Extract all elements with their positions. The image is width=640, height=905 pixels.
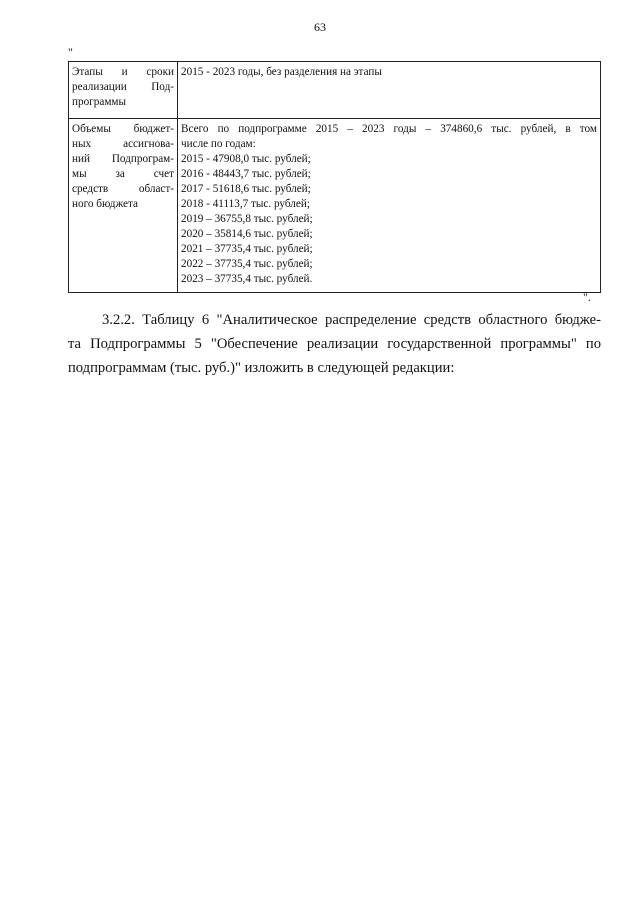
budget-total-line: числе по годам: bbox=[181, 138, 256, 150]
stages-value-cell bbox=[178, 62, 601, 119]
budget-year-line: 2020 – 35814,6 тыс. рублей; bbox=[181, 228, 313, 240]
budget-label-line: средств област- bbox=[72, 183, 174, 195]
budget-year-line: 2017 - 51618,6 тыс. рублей; bbox=[181, 183, 311, 195]
budget-label-cell bbox=[69, 119, 178, 293]
budget-value-cell bbox=[178, 119, 601, 293]
budget-label-line: ного бюджета bbox=[72, 198, 138, 210]
subprogram-passport-table bbox=[68, 61, 601, 293]
budget-label-line: Объемы бюджет- bbox=[72, 123, 174, 135]
stages-label-line: программы bbox=[72, 96, 126, 108]
budget-year-line: 2021 – 37735,4 тыс. рублей; bbox=[181, 243, 313, 255]
stages-value-text: 2015 - 2023 годы, без разделения на этапы bbox=[181, 66, 382, 78]
table-row-budget bbox=[69, 119, 601, 293]
budget-total-line: Всего по подпрограмме 2015 – 2023 годы – 374860,6 тыс. рублей, в том bbox=[181, 123, 597, 135]
closing-quote-mark: ". bbox=[583, 290, 591, 304]
stages-label-line: реализации Под- bbox=[72, 81, 174, 93]
paragraph-line: та Подпрограммы 5 "Обеспечение реализации государственной программы" по bbox=[68, 336, 601, 352]
stages-label-cell bbox=[69, 62, 178, 119]
page-number: 63 bbox=[314, 20, 326, 34]
budget-year-line: 2019 – 36755,8 тыс. рублей; bbox=[181, 213, 313, 225]
budget-label-line: ний Подпрограм- bbox=[72, 153, 174, 165]
table-row-stages bbox=[69, 62, 601, 119]
opening-quote-mark: " bbox=[68, 45, 73, 59]
budget-year-line: 2023 – 37735,4 тыс. рублей. bbox=[181, 273, 313, 285]
budget-label-line: ных ассигнова- bbox=[72, 138, 174, 150]
paragraph-line: 3.2.2. Таблицу 6 "Аналитическое распределение средств областного бюдже- bbox=[102, 312, 601, 328]
paragraph-line: подпрограммам (тыс. руб.)" изложить в следующей редакции: bbox=[68, 360, 455, 376]
budget-year-line: 2016 - 48443,7 тыс. рублей; bbox=[181, 168, 311, 180]
stages-label-line: Этапы и сроки bbox=[72, 66, 174, 78]
budget-label-line: мы за счет bbox=[72, 168, 174, 180]
amendment-paragraph bbox=[68, 308, 601, 380]
budget-year-line: 2015 - 47908,0 тыс. рублей; bbox=[181, 153, 311, 165]
budget-year-line: 2018 - 41113,7 тыс. рублей; bbox=[181, 198, 310, 210]
budget-year-line: 2022 – 37735,4 тыс. рублей; bbox=[181, 258, 313, 270]
